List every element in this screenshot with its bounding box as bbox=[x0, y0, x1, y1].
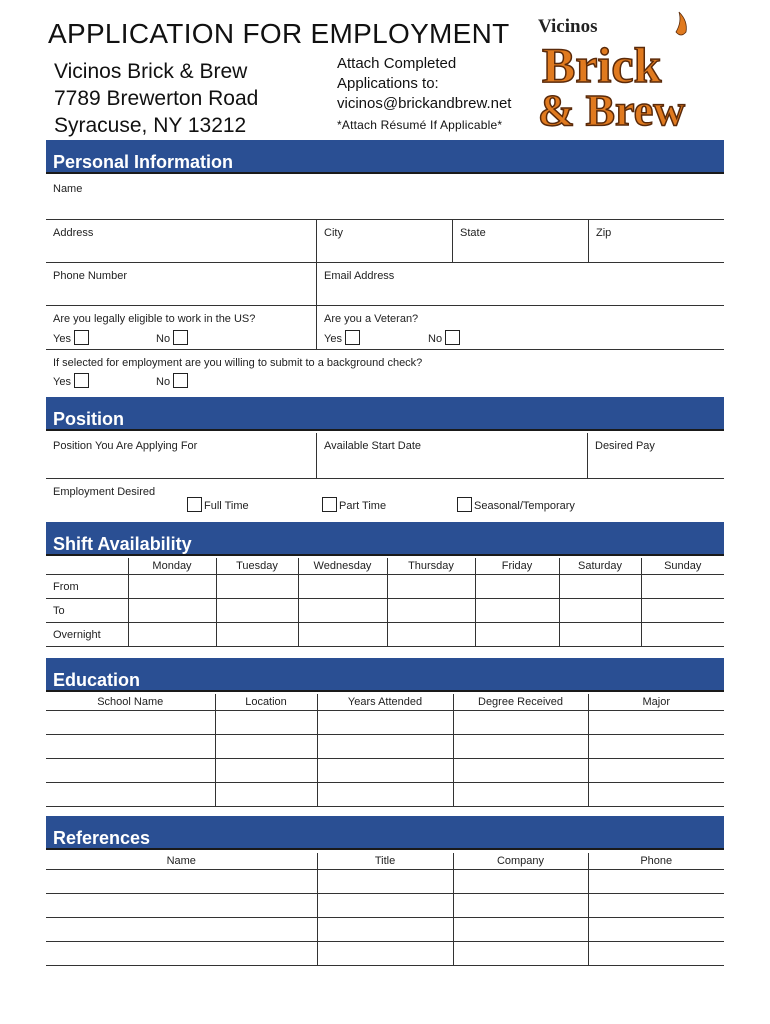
references-column-header: Phone bbox=[588, 853, 724, 870]
day-header: Saturday bbox=[559, 558, 641, 575]
zip-label: Zip bbox=[596, 227, 612, 239]
position-applying-label: Position You Are Applying For bbox=[53, 440, 198, 452]
shift-corner-cell bbox=[46, 558, 128, 575]
state-field[interactable] bbox=[453, 220, 589, 262]
name-label: Name bbox=[53, 183, 83, 195]
shift-cell[interactable] bbox=[641, 599, 724, 623]
day-header: Tuesday bbox=[216, 558, 298, 575]
reference-row bbox=[46, 870, 724, 894]
attach-line-2: Applications to: bbox=[337, 75, 439, 92]
shift-cell[interactable] bbox=[475, 599, 559, 623]
reference-row bbox=[46, 894, 724, 918]
section-position: Position bbox=[46, 397, 724, 431]
city-label: City bbox=[324, 227, 343, 239]
reference-row bbox=[46, 942, 724, 966]
eligibility-row bbox=[46, 306, 724, 350]
business-city: Syracuse, NY 13212 bbox=[54, 114, 247, 137]
business-name: Vicinos Brick & Brew bbox=[54, 60, 248, 83]
form-title: APPLICATION FOR EMPLOYMENT bbox=[48, 18, 510, 49]
logo-brew-text: & Brew bbox=[538, 86, 686, 135]
zip-field[interactable] bbox=[589, 220, 724, 262]
reference-cell[interactable] bbox=[46, 918, 317, 942]
shift-cell[interactable] bbox=[128, 575, 216, 599]
employment-desired-row bbox=[46, 479, 724, 521]
eligible-yes-checkbox[interactable] bbox=[74, 330, 89, 345]
education-cell[interactable] bbox=[588, 759, 724, 783]
veteran-yes-option[interactable]: Yes bbox=[324, 330, 360, 345]
reference-cell[interactable] bbox=[588, 918, 724, 942]
veteran-yes-checkbox[interactable] bbox=[345, 330, 360, 345]
eligible-no-checkbox[interactable] bbox=[173, 330, 188, 345]
reference-row bbox=[46, 918, 724, 942]
reference-cell[interactable] bbox=[453, 942, 588, 966]
education-row bbox=[46, 759, 724, 783]
education-column-header: School Name bbox=[46, 694, 215, 711]
eligible-yes-option[interactable]: Yes bbox=[53, 330, 89, 345]
shift-availability-table bbox=[46, 558, 724, 647]
seasonal-option[interactable]: Seasonal/Temporary bbox=[457, 497, 575, 512]
education-column-header: Years Attended bbox=[317, 694, 453, 711]
logo-brick-text: Brick bbox=[542, 37, 662, 93]
attach-resume-note: *Attach Résumé If Applicable* bbox=[337, 118, 503, 132]
start-date-field[interactable] bbox=[317, 433, 588, 478]
shift-to-row bbox=[46, 599, 724, 623]
veteran-question: Are you a Veteran? bbox=[324, 313, 419, 325]
background-check-row bbox=[46, 350, 724, 396]
education-column-header: Degree Received bbox=[453, 694, 588, 711]
email-label: Email Address bbox=[324, 270, 395, 282]
eligible-no-option[interactable]: No bbox=[156, 330, 188, 345]
education-cell[interactable] bbox=[588, 735, 724, 759]
phone-field[interactable] bbox=[46, 263, 317, 305]
section-references: References bbox=[46, 816, 724, 850]
reference-cell[interactable] bbox=[317, 918, 453, 942]
shift-from-row bbox=[46, 575, 724, 599]
name-field[interactable] bbox=[46, 176, 724, 220]
shift-row-label: Overnight bbox=[46, 623, 128, 647]
day-header: Monday bbox=[128, 558, 216, 575]
shift-cell[interactable] bbox=[559, 623, 641, 647]
flame-icon bbox=[676, 12, 686, 35]
full-time-option[interactable]: Full Time bbox=[187, 497, 249, 512]
shift-overnight-row bbox=[46, 623, 724, 647]
shift-cell[interactable] bbox=[387, 623, 475, 647]
education-cell[interactable] bbox=[46, 759, 215, 783]
shift-cell[interactable] bbox=[298, 575, 387, 599]
position-applying-field[interactable] bbox=[46, 433, 317, 478]
logo-vicinos-text: Vicinos bbox=[538, 16, 598, 37]
day-header: Wednesday bbox=[298, 558, 387, 575]
state-label: State bbox=[460, 227, 486, 239]
day-header: Friday bbox=[475, 558, 559, 575]
seasonal-checkbox[interactable] bbox=[457, 497, 472, 512]
address-label: Address bbox=[53, 227, 94, 239]
education-cell[interactable] bbox=[317, 735, 453, 759]
full-time-checkbox[interactable] bbox=[187, 497, 202, 512]
education-cell[interactable] bbox=[453, 711, 588, 735]
reference-cell[interactable] bbox=[317, 942, 453, 966]
reference-cell[interactable] bbox=[453, 918, 588, 942]
references-header-row bbox=[46, 853, 724, 870]
section-shift-availability: Shift Availability bbox=[46, 522, 724, 556]
reference-cell[interactable] bbox=[46, 870, 317, 894]
shift-cell[interactable] bbox=[216, 599, 298, 623]
background-yes-option[interactable]: Yes bbox=[53, 373, 89, 388]
education-cell[interactable] bbox=[588, 783, 724, 807]
brick-and-brew-logo bbox=[528, 10, 728, 135]
shift-row-label: To bbox=[46, 599, 128, 623]
reference-cell[interactable] bbox=[317, 870, 453, 894]
background-no-checkbox[interactable] bbox=[173, 373, 188, 388]
attach-instructions bbox=[337, 54, 511, 135]
shift-cell[interactable] bbox=[475, 575, 559, 599]
reference-cell[interactable] bbox=[453, 870, 588, 894]
shift-cell[interactable] bbox=[216, 575, 298, 599]
education-header-row bbox=[46, 694, 724, 711]
education-row bbox=[46, 783, 724, 807]
part-time-checkbox[interactable] bbox=[322, 497, 337, 512]
reference-cell[interactable] bbox=[588, 942, 724, 966]
email-field[interactable] bbox=[317, 263, 724, 305]
position-row bbox=[46, 433, 724, 479]
business-address bbox=[54, 58, 258, 139]
address-row bbox=[46, 220, 724, 263]
education-cell[interactable] bbox=[215, 735, 317, 759]
contact-row bbox=[46, 263, 724, 306]
eligibility-question: Are you legally eligible to work in the US? bbox=[53, 313, 256, 325]
eligibility-cell bbox=[46, 306, 317, 349]
desired-pay-field[interactable] bbox=[588, 433, 724, 478]
education-cell[interactable] bbox=[215, 759, 317, 783]
education-cell[interactable] bbox=[46, 711, 215, 735]
shift-cell[interactable] bbox=[128, 599, 216, 623]
reference-cell[interactable] bbox=[46, 942, 317, 966]
education-cell[interactable] bbox=[317, 711, 453, 735]
start-date-label: Available Start Date bbox=[324, 440, 422, 452]
education-cell[interactable] bbox=[453, 735, 588, 759]
education-cell[interactable] bbox=[453, 783, 588, 807]
shift-cell[interactable] bbox=[387, 599, 475, 623]
education-cell[interactable] bbox=[317, 759, 453, 783]
veteran-cell bbox=[317, 306, 724, 349]
shift-cell[interactable] bbox=[298, 623, 387, 647]
reference-cell[interactable] bbox=[588, 894, 724, 918]
education-cell[interactable] bbox=[588, 711, 724, 735]
shift-cell[interactable] bbox=[298, 599, 387, 623]
background-yes-checkbox[interactable] bbox=[74, 373, 89, 388]
reference-cell[interactable] bbox=[588, 870, 724, 894]
reference-cell[interactable] bbox=[317, 894, 453, 918]
day-header: Thursday bbox=[387, 558, 475, 575]
section-personal-information: Personal Information bbox=[46, 140, 724, 174]
desired-pay-label: Desired Pay bbox=[595, 440, 655, 452]
references-column-header: Company bbox=[453, 853, 588, 870]
education-cell[interactable] bbox=[215, 711, 317, 735]
education-cell[interactable] bbox=[317, 783, 453, 807]
references-column-header: Name bbox=[46, 853, 317, 870]
education-cell[interactable] bbox=[215, 783, 317, 807]
employment-desired-label: Employment Desired bbox=[53, 486, 156, 498]
shift-cell[interactable] bbox=[216, 623, 298, 647]
business-street: 7789 Brewerton Road bbox=[54, 87, 259, 110]
shift-cell[interactable] bbox=[128, 623, 216, 647]
education-column-header: Major bbox=[588, 694, 724, 711]
education-cell[interactable] bbox=[453, 759, 588, 783]
references-table bbox=[46, 853, 724, 966]
references-column-header: Title bbox=[317, 853, 453, 870]
education-row bbox=[46, 735, 724, 759]
shift-cell[interactable] bbox=[387, 575, 475, 599]
shift-cell[interactable] bbox=[641, 575, 724, 599]
attach-line-1: Attach Completed bbox=[337, 55, 457, 72]
background-check-question: If selected for employment are you willing to submit to a background check? bbox=[53, 357, 423, 369]
shift-cell[interactable] bbox=[559, 575, 641, 599]
veteran-no-checkbox[interactable] bbox=[445, 330, 460, 345]
day-header: Sunday bbox=[641, 558, 724, 575]
education-column-header: Location bbox=[215, 694, 317, 711]
education-cell[interactable] bbox=[46, 735, 215, 759]
education-row bbox=[46, 711, 724, 735]
attach-email: vicinos@brickandbrew.net bbox=[337, 95, 512, 112]
city-field[interactable] bbox=[317, 220, 453, 262]
veteran-no-option[interactable]: No bbox=[428, 330, 460, 345]
background-no-option[interactable]: No bbox=[156, 373, 188, 388]
section-education: Education bbox=[46, 658, 724, 692]
education-cell[interactable] bbox=[46, 783, 215, 807]
reference-cell[interactable] bbox=[453, 894, 588, 918]
shift-cell[interactable] bbox=[475, 623, 559, 647]
shift-cell[interactable] bbox=[559, 599, 641, 623]
education-table bbox=[46, 694, 724, 807]
shift-cell[interactable] bbox=[641, 623, 724, 647]
phone-label: Phone Number bbox=[53, 270, 127, 282]
shift-header-row bbox=[46, 558, 724, 575]
reference-cell[interactable] bbox=[46, 894, 317, 918]
part-time-option[interactable]: Part Time bbox=[322, 497, 386, 512]
shift-row-label: From bbox=[46, 575, 128, 599]
address-field[interactable] bbox=[46, 220, 317, 262]
